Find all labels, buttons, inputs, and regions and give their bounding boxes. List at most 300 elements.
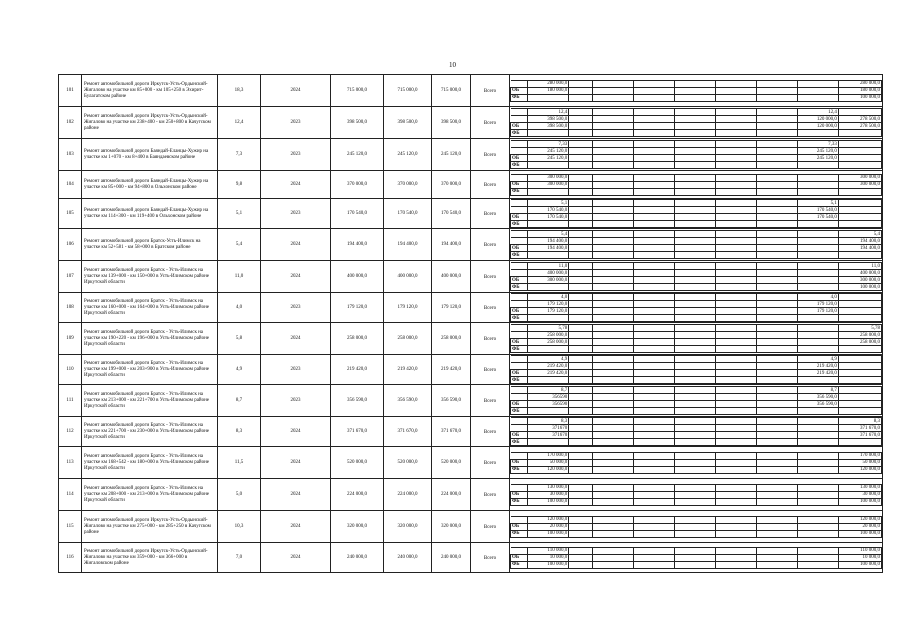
funding-value <box>675 370 716 377</box>
funding-value <box>838 109 881 116</box>
funding-value <box>569 301 593 308</box>
funding-row <box>511 530 882 537</box>
funding-value <box>593 301 634 308</box>
funding-row <box>511 408 882 415</box>
funding-value <box>528 130 569 137</box>
table-row <box>59 261 883 293</box>
funding-value: 371670 <box>528 425 569 432</box>
funding-source <box>511 116 528 123</box>
funding-value <box>634 498 675 505</box>
funding-value <box>634 516 675 523</box>
funding-value <box>797 418 838 425</box>
length-km: 9,8 <box>218 171 261 199</box>
funding-value <box>716 94 757 101</box>
funding-value <box>593 516 634 523</box>
funding-value <box>569 484 593 491</box>
funding-value <box>593 346 634 353</box>
funding-value <box>675 116 716 123</box>
funding-breakdown <box>510 199 883 229</box>
funding-value <box>528 315 569 322</box>
funding-value <box>838 148 881 155</box>
row-number: 105 <box>59 199 82 229</box>
funding-value <box>593 315 634 322</box>
funding-row <box>511 387 882 394</box>
funding-value <box>716 346 757 353</box>
year: 2024 <box>261 229 331 261</box>
funding-value <box>757 270 798 277</box>
funding-value <box>593 80 634 87</box>
table-row <box>59 171 883 199</box>
funding-row <box>511 308 882 315</box>
cost-limit: 371 670,0 <box>432 417 471 447</box>
funding-value <box>675 516 716 523</box>
funding-value: 50 000,0 <box>838 459 881 466</box>
cost-total: 715 000,0 <box>331 75 384 107</box>
table-row <box>59 511 883 543</box>
funding-value <box>716 408 757 415</box>
funding-row <box>511 432 882 439</box>
funding-value <box>675 315 716 322</box>
funding-value <box>838 363 881 370</box>
funding-value <box>797 162 838 169</box>
funding-value <box>593 221 634 228</box>
funding-value <box>634 155 675 162</box>
funding-value <box>675 387 716 394</box>
funding-value: 100 000,0 <box>838 94 881 101</box>
cost-total: 245 120,0 <box>331 139 384 171</box>
funding-value <box>838 155 881 162</box>
cost-estimate: 245 120,0 <box>384 139 432 171</box>
funding-row <box>511 141 882 148</box>
funding-value <box>797 332 838 339</box>
row-number: 107 <box>59 261 82 293</box>
funding-value <box>569 315 593 322</box>
funding-subtable <box>510 386 882 415</box>
funding-value: 11,0 <box>528 263 569 270</box>
funding-value: 20 000,0 <box>838 523 881 530</box>
funding-source: ОБ <box>511 432 528 439</box>
funding-value: 219 420,0 <box>797 370 838 377</box>
funding-value <box>757 116 798 123</box>
funding-value <box>757 439 798 446</box>
row-number: 103 <box>59 139 82 171</box>
funding-source: ОБ <box>511 370 528 377</box>
funding-breakdown <box>510 107 883 139</box>
funding-value <box>593 252 634 259</box>
funding-row <box>511 484 882 491</box>
funding-value <box>634 141 675 148</box>
funding-value: 170 540,0 <box>528 214 569 221</box>
funding-row <box>511 459 882 466</box>
funding-source <box>511 484 528 491</box>
funding-row <box>511 214 882 221</box>
funding-value <box>569 141 593 148</box>
funding-value <box>593 238 634 245</box>
funding-value <box>675 155 716 162</box>
funding-value: 4,9 <box>528 356 569 363</box>
funding-value <box>838 188 881 195</box>
funding-value <box>569 109 593 116</box>
funding-value <box>797 221 838 228</box>
year: 2023 <box>261 355 331 385</box>
funding-value <box>797 94 838 101</box>
funding-value <box>634 387 675 394</box>
funding-value <box>757 284 798 291</box>
funding-value: 8,3 <box>838 418 881 425</box>
funding-value: 7,33 <box>528 141 569 148</box>
funding-value <box>593 162 634 169</box>
funding-value <box>634 162 675 169</box>
funding-value <box>797 432 838 439</box>
funding-value <box>569 370 593 377</box>
funding-value <box>528 284 569 291</box>
funding-subtable <box>510 417 882 446</box>
length-km: 18,3 <box>218 75 261 107</box>
funding-source <box>511 452 528 459</box>
funding-value <box>716 530 757 537</box>
cost-limit: 170 540,0 <box>432 199 471 229</box>
funding-value <box>634 408 675 415</box>
funding-row <box>511 523 882 530</box>
funding-value <box>716 459 757 466</box>
funding-value <box>569 547 593 554</box>
funding-source: ОБ <box>511 339 528 346</box>
funding-value <box>593 308 634 315</box>
funding-value <box>838 401 881 408</box>
funding-value <box>757 308 798 315</box>
length-km: 7,0 <box>218 543 261 573</box>
funding-value <box>675 221 716 228</box>
funding-value <box>757 325 798 332</box>
funding-value: 130 000,0 <box>528 484 569 491</box>
funding-source <box>511 200 528 207</box>
length-km: 12,4 <box>218 107 261 139</box>
funding-row <box>511 221 882 228</box>
funding-value <box>593 155 634 162</box>
row-number: 111 <box>59 385 82 417</box>
funding-value <box>634 200 675 207</box>
funding-value <box>716 387 757 394</box>
funding-value: 170 540,0 <box>528 207 569 214</box>
funding-value <box>797 87 838 94</box>
funding-source <box>511 325 528 332</box>
funding-value <box>634 484 675 491</box>
funding-source: ОБ <box>511 554 528 561</box>
funding-row <box>511 263 882 270</box>
funding-value <box>757 87 798 94</box>
funding-value <box>838 346 881 353</box>
funding-value <box>593 116 634 123</box>
funding-value <box>716 200 757 207</box>
funding-value <box>716 377 757 384</box>
funding-row <box>511 498 882 505</box>
road-name: Ремонт автомобильной дороги Иркутск-Усть-Ордынский-Жигалово на участке км 275+000 - км 285+250 в Качугском районе <box>82 511 218 543</box>
funding-value: 100 000,0 <box>528 561 569 568</box>
length-km: 7,3 <box>218 139 261 171</box>
funding-value <box>634 418 675 425</box>
funding-value <box>569 554 593 561</box>
road-name: Ремонт автомобильной дороги Братск-Усть-Илимск на участке км 52+581 - км 58+000 в Братском районе <box>82 229 218 261</box>
funding-row <box>511 181 882 188</box>
funding-value <box>797 270 838 277</box>
funding-breakdown <box>510 355 883 385</box>
funding-value <box>634 270 675 277</box>
funding-value <box>528 346 569 353</box>
funding-value <box>757 188 798 195</box>
funding-value <box>757 356 798 363</box>
funding-subtable <box>510 230 882 259</box>
funding-value <box>675 148 716 155</box>
cost-estimate: 356 590,0 <box>384 385 432 417</box>
funding-value <box>797 277 838 284</box>
funding-breakdown <box>510 447 883 479</box>
funding-source <box>511 174 528 181</box>
funding-row <box>511 377 882 384</box>
funding-value <box>634 277 675 284</box>
funding-value: 5,78 <box>528 325 569 332</box>
funding-breakdown <box>510 293 883 323</box>
funding-value <box>569 561 593 568</box>
funding-value <box>797 547 838 554</box>
funding-value: 179 120,0 <box>797 301 838 308</box>
funding-value: 400 000,0 <box>838 270 881 277</box>
cost-estimate: 398 500,0 <box>384 107 432 139</box>
funding-subtable <box>510 452 882 474</box>
funding-value: 245 120,0 <box>528 155 569 162</box>
funding-value: 356 590,0 <box>797 401 838 408</box>
funding-value <box>838 130 881 137</box>
table-row <box>59 543 883 573</box>
funding-value <box>716 162 757 169</box>
funding-value <box>757 200 798 207</box>
funding-value <box>757 387 798 394</box>
funding-value <box>593 181 634 188</box>
funding-value <box>675 491 716 498</box>
funding-value <box>757 484 798 491</box>
funding-value <box>593 377 634 384</box>
funding-value <box>716 547 757 554</box>
cost-limit: 320 000,0 <box>432 511 471 543</box>
funding-value <box>838 370 881 377</box>
funding-value: 130 000,0 <box>838 484 881 491</box>
funding-value <box>757 452 798 459</box>
funding-value: 120 000,0 <box>528 466 569 473</box>
funding-source: ОБ <box>511 214 528 221</box>
table-row <box>59 447 883 479</box>
funding-value <box>528 377 569 384</box>
funding-value <box>675 207 716 214</box>
cost-estimate: 194 400,0 <box>384 229 432 261</box>
funding-value <box>675 245 716 252</box>
funding-value: 258 000,0 <box>838 339 881 346</box>
funding-value <box>593 401 634 408</box>
funding-value <box>675 452 716 459</box>
table-row <box>59 479 883 511</box>
funding-value <box>757 123 798 130</box>
funding-value <box>634 459 675 466</box>
funding-value <box>716 123 757 130</box>
funding-row <box>511 245 882 252</box>
funding-value <box>634 370 675 377</box>
funding-value <box>675 214 716 221</box>
funding-value <box>716 356 757 363</box>
cost-estimate: 320 000,0 <box>384 511 432 543</box>
funding-value: 10 000,0 <box>838 554 881 561</box>
funding-value <box>797 452 838 459</box>
cost-estimate: 224 000,0 <box>384 479 432 511</box>
funding-value <box>569 252 593 259</box>
funding-value <box>528 221 569 228</box>
funding-value <box>569 277 593 284</box>
funding-breakdown <box>510 385 883 417</box>
funding-value <box>757 174 798 181</box>
funding-row <box>511 425 882 432</box>
funding-value: 5,1 <box>528 200 569 207</box>
funding-breakdown <box>510 543 883 573</box>
funding-source: ФБ <box>511 498 528 505</box>
funding-subtable <box>510 293 882 322</box>
funding-value <box>757 523 798 530</box>
funding-value <box>716 554 757 561</box>
funding-value <box>593 554 634 561</box>
funding-value <box>716 294 757 301</box>
funding-value <box>716 516 757 523</box>
funding-value <box>569 245 593 252</box>
funding-value <box>716 245 757 252</box>
funding-value <box>569 439 593 446</box>
funding-row <box>511 325 882 332</box>
document-page <box>58 74 883 573</box>
funding-value <box>716 188 757 195</box>
funding-value <box>593 87 634 94</box>
funding-value <box>716 561 757 568</box>
funding-value <box>593 530 634 537</box>
cost-limit: 245 120,0 <box>432 139 471 171</box>
funding-value <box>797 188 838 195</box>
table-row <box>59 417 883 447</box>
cost-estimate: 179 120,0 <box>384 293 432 323</box>
length-km: 10,3 <box>218 511 261 543</box>
funding-value <box>716 284 757 291</box>
table-row <box>59 385 883 417</box>
funding-value <box>797 346 838 353</box>
funding-value <box>757 263 798 270</box>
funding-row <box>511 363 882 370</box>
funding-value <box>797 523 838 530</box>
funding-row <box>511 148 882 155</box>
funding-value <box>716 370 757 377</box>
cost-estimate: 715 000,0 <box>384 75 432 107</box>
funding-value <box>797 174 838 181</box>
funding-value <box>593 425 634 432</box>
funding-value <box>797 466 838 473</box>
funding-source: ОБ <box>511 308 528 315</box>
funding-value <box>757 554 798 561</box>
funding-value <box>757 418 798 425</box>
cost-limit: 398 500,0 <box>432 107 471 139</box>
funding-value <box>634 308 675 315</box>
funding-value <box>797 561 838 568</box>
funding-value <box>838 301 881 308</box>
funding-value: 5,4 <box>528 231 569 238</box>
cost-estimate: 258 000,0 <box>384 323 432 355</box>
funding-value <box>593 214 634 221</box>
funding-source <box>511 363 528 370</box>
cost-limit: 370 000,0 <box>432 171 471 199</box>
row-number: 112 <box>59 417 82 447</box>
funding-value <box>569 181 593 188</box>
funding-value <box>838 221 881 228</box>
funding-row <box>511 80 882 87</box>
funding-value <box>675 325 716 332</box>
funding-value <box>675 408 716 415</box>
row-number: 115 <box>59 511 82 543</box>
funding-value <box>757 181 798 188</box>
funding-value: 179 120,0 <box>528 308 569 315</box>
funding-value <box>797 459 838 466</box>
funding-value <box>716 87 757 94</box>
road-name: Ремонт автомобильной дороги Баяндай-Еланцы-Хужир на участке км 114+300 - км 119+400 в Ольхонском районе <box>82 199 218 229</box>
funding-source: ФБ <box>511 346 528 353</box>
funding-value <box>675 94 716 101</box>
funding-value <box>757 498 798 505</box>
funding-value <box>634 356 675 363</box>
funding-value <box>716 432 757 439</box>
total-label: Всего <box>471 479 510 511</box>
funding-value: 356590 <box>528 394 569 401</box>
cost-limit: 179 120,0 <box>432 293 471 323</box>
funding-value <box>797 325 838 332</box>
funding-value <box>634 207 675 214</box>
funding-value <box>675 439 716 446</box>
funding-value <box>569 94 593 101</box>
funding-value: 5,4 <box>838 231 881 238</box>
row-number: 114 <box>59 479 82 511</box>
year: 2024 <box>261 261 331 293</box>
funding-value <box>797 181 838 188</box>
funding-value <box>675 238 716 245</box>
road-name: Ремонт автомобильной дороги Братск - Усть-Илимск на участке км 221+700 - км 230+000 в Усть-Илимском районе Иркутской области <box>82 417 218 447</box>
funding-row <box>511 87 882 94</box>
total-label: Всего <box>471 417 510 447</box>
funding-value <box>757 315 798 322</box>
funding-value: 179 120,0 <box>528 301 569 308</box>
funding-value: 180 000,0 <box>838 87 881 94</box>
cost-limit: 356 590,0 <box>432 385 471 417</box>
funding-value <box>757 561 798 568</box>
funding-value: 5,78 <box>838 325 881 332</box>
funding-value <box>757 459 798 466</box>
funding-value <box>593 141 634 148</box>
funding-value: 12,4 <box>528 109 569 116</box>
funding-value <box>569 339 593 346</box>
row-number: 101 <box>59 75 82 107</box>
funding-value <box>634 523 675 530</box>
funding-value <box>675 459 716 466</box>
funding-value <box>675 188 716 195</box>
funding-value: 300 000,0 <box>838 174 881 181</box>
funding-value <box>838 252 881 259</box>
funding-value <box>634 294 675 301</box>
funding-value <box>675 401 716 408</box>
funding-value <box>634 231 675 238</box>
funding-value <box>716 523 757 530</box>
funding-value: 120 000,0 <box>797 123 838 130</box>
funding-value: 170 540,0 <box>797 207 838 214</box>
funding-value <box>757 339 798 346</box>
table-row <box>59 139 883 171</box>
year: 2023 <box>261 293 331 323</box>
